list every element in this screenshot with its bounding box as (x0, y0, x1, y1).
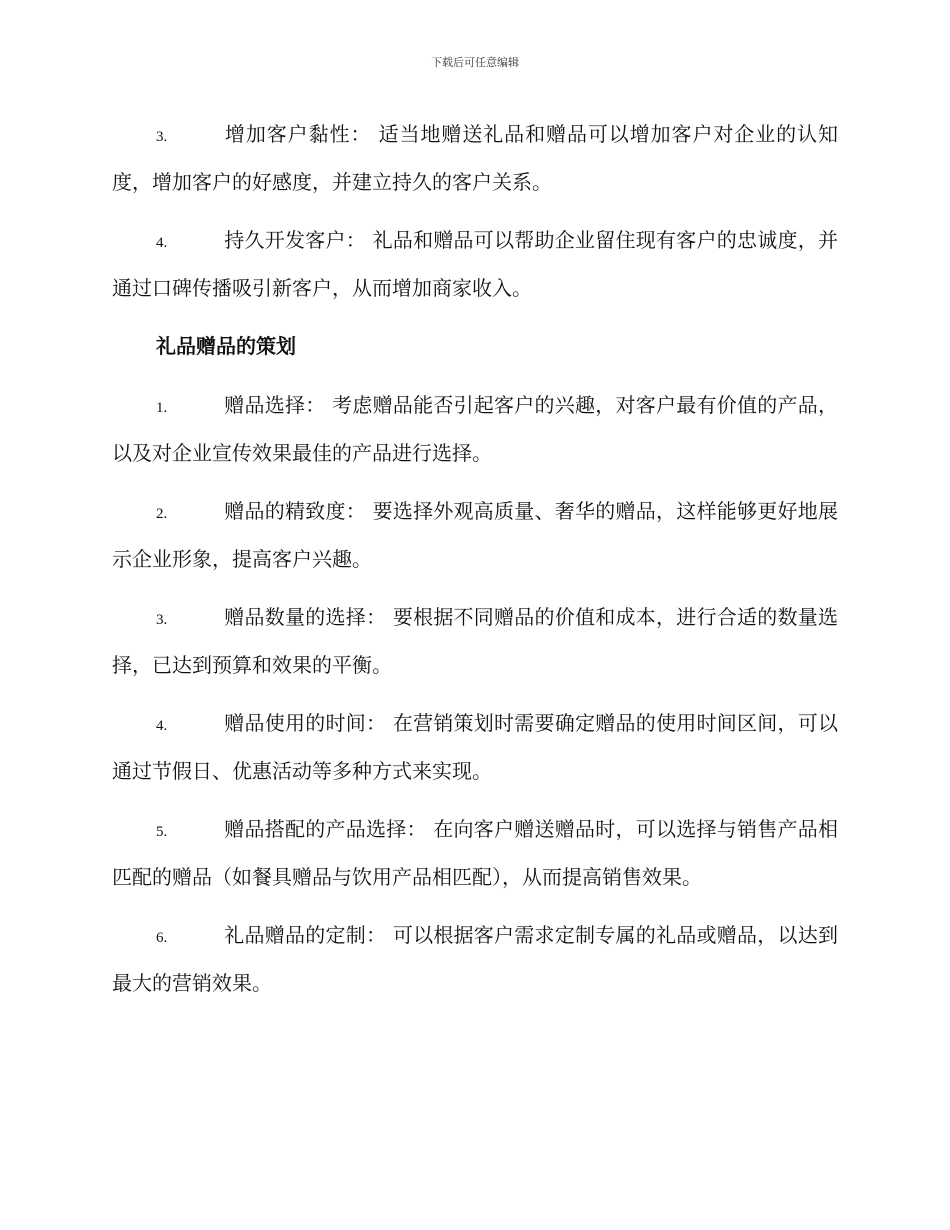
item-text: 赠品数量的选择： 要根据不同赠品的价值和成本，进行合适的数量选择，已达到预算和效果的平衡。 (112, 605, 838, 677)
page-header: 下载后可任意编辑 (431, 56, 519, 69)
list-item (112, 913, 838, 1006)
section-title: 礼品赠品的策划 (156, 334, 296, 358)
list-item (112, 383, 838, 476)
item-number: 4. (156, 235, 168, 251)
item-number: 5. (156, 824, 168, 840)
item-number: 6. (156, 930, 168, 946)
list-item (112, 112, 838, 205)
item-number: 4. (156, 718, 168, 734)
list-item (112, 489, 838, 582)
list-item (112, 701, 838, 794)
item-text: 礼品赠品的定制： 可以根据客户需求定制专属的礼品或赠品，以达到最大的营销效果。 (112, 923, 838, 995)
list-item (112, 218, 838, 311)
list-item (112, 807, 838, 900)
item-number: 2. (156, 506, 168, 522)
item-text: 赠品的精致度： 要选择外观高质量、奢华的赠品，这样能够更好地展示企业形象，提高客户兴趣。 (112, 499, 838, 571)
document-body (112, 112, 838, 1019)
list-item (112, 595, 838, 688)
item-number: 3. (156, 612, 168, 628)
item-text: 赠品搭配的产品选择： 在向客户赠送赠品时，可以选择与销售产品相匹配的赠品（如餐具赠品与饮用产品相匹配），从而提高销售效果。 (112, 817, 838, 889)
item-text: 赠品使用的时间： 在营销策划时需要确定赠品的使用时间区间，可以通过节假日、优惠活动等多种方式来实现。 (112, 711, 838, 783)
item-number: 3. (156, 129, 168, 145)
item-number: 1. (156, 400, 168, 416)
item-text: 持久开发客户： 礼品和赠品可以帮助企业留住现有客户的忠诚度，并通过口碑传播吸引新客户，从而增加商家收入。 (112, 228, 838, 300)
item-text: 赠品选择： 考虑赠品能否引起客户的兴趣，对客户最有价值的产品，以及对企业宣传效果最佳的产品进行选择。 (112, 393, 838, 465)
item-text: 增加客户黏性： 适当地赠送礼品和赠品可以增加客户对企业的认知度，增加客户的好感度，并建立持久的客户关系。 (112, 122, 838, 194)
